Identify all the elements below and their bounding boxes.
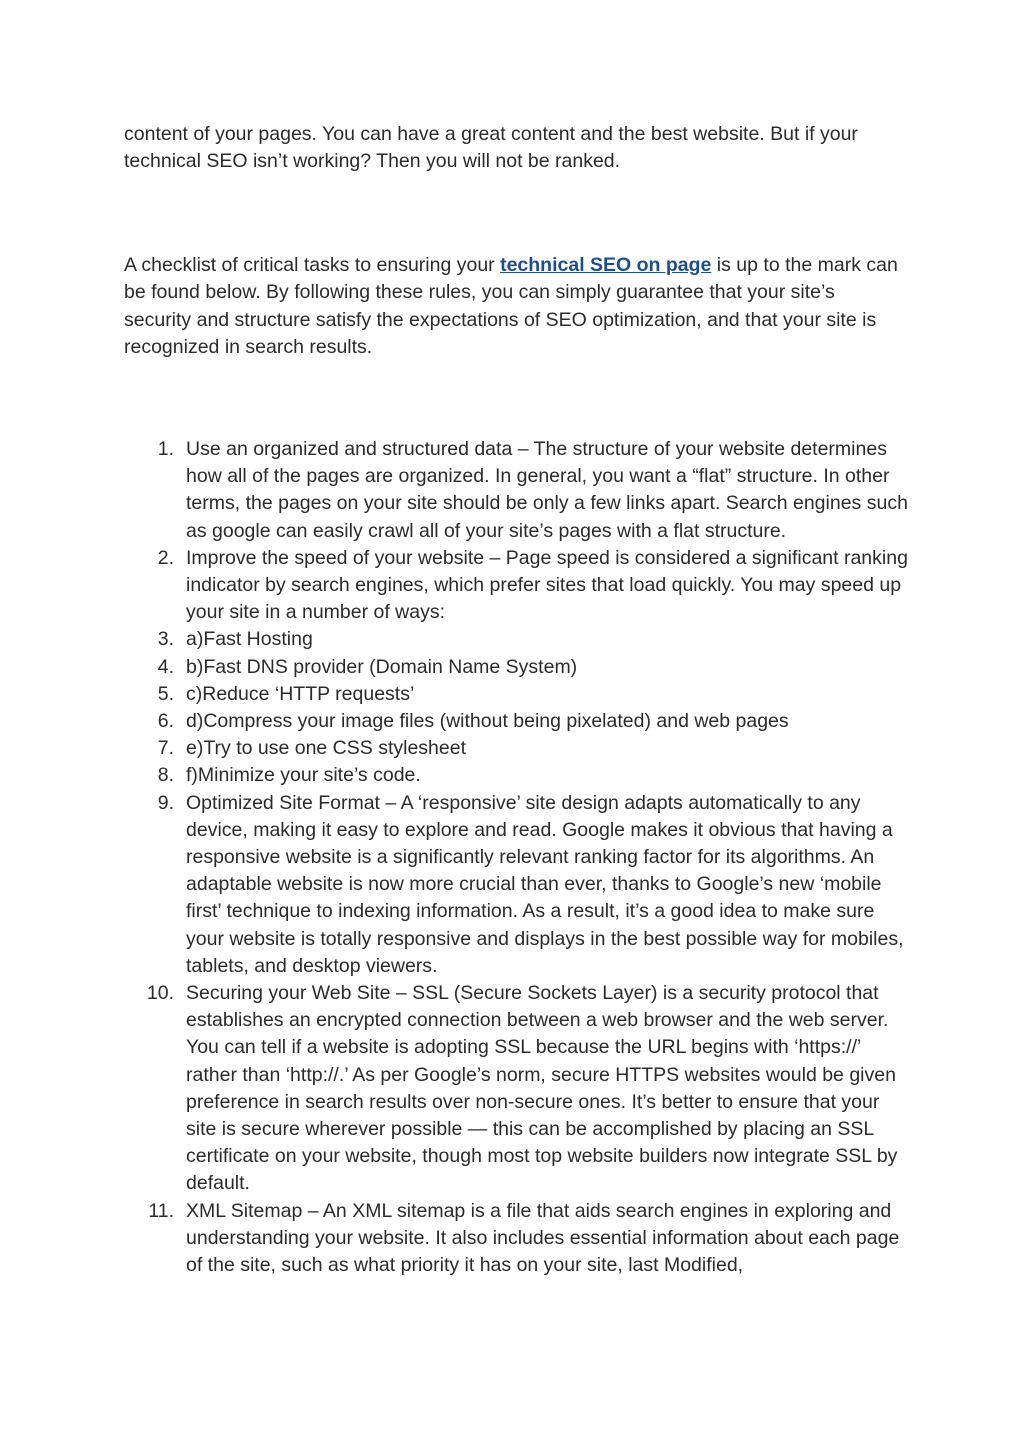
list-item-text: d)Compress your image files (without being pixelated) and web pages — [186, 710, 789, 733]
list-item-number: 9. — [157, 791, 174, 814]
list-item — [124, 681, 914, 708]
list-item-text: e)Try to use one CSS stylesheet — [186, 737, 466, 760]
list-item-number: 7. — [157, 737, 174, 760]
list-item — [124, 436, 914, 545]
list-item — [124, 980, 914, 1198]
list-item-number: 4. — [157, 655, 174, 678]
list-item-text: c)Reduce ‘HTTP requests’ — [186, 682, 415, 705]
list-item — [124, 708, 914, 735]
list-item-text: Securing your Web Site – SSL (Secure Sockets Layer) is a security protocol that establishes an encrypted connection between a web browser and the web server. You can tell if a website is adopting SSL because the URL begins with ‘https://’ rather than ‘http://.’ As per Google’s norm, secure HTTPS websites would be given preference in search results over non-secure ones. It’s better to ensure that your site is secure wherever possible — this can be accomplished by placing an SSL certificate on your website, though most top website builders now integrate SSL by default. — [186, 982, 898, 1195]
list-item-number: 8. — [157, 764, 174, 787]
list-item-number: 2. — [157, 546, 174, 569]
list-item — [124, 654, 914, 681]
list-item-text: Improve the speed of your website – Page speed is considered a significant ranking indicator by search engines, which prefer sites that load quickly. You may speed up your site in a number of ways: — [186, 546, 908, 624]
list-item-text: Use an organized and structured data – The structure of your website determines how all of the pages are organized. In general, you want a “flat” structure. In other terms, the pages on your site should be only a few links apart. Search engines such as google can easily crawl all of your site’s pages with a flat structure. — [186, 438, 908, 542]
list-item-text: b)Fast DNS provider (Domain Name System) — [186, 655, 578, 678]
list-item-text: XML Sitemap – An XML sitemap is a file that aids search engines in exploring and understanding your website. It also includes essential information about each page of the site, such as what priority it has on your site, last Modified, — [186, 1199, 900, 1277]
list-item — [124, 1198, 914, 1280]
list-item-number: 3. — [157, 628, 174, 651]
technical-seo-link[interactable]: technical SEO on page — [500, 254, 712, 276]
list-item-number: 1. — [157, 438, 174, 460]
list-item — [124, 626, 914, 653]
list-item-number: 10. — [146, 982, 174, 1005]
intro-paragraph: content of your pages. You can have a great content and the best website. But if your technical SEO isn’t working? Then you will not be ranked. — [124, 123, 858, 173]
checklist-intro-text-before: A checklist of critical tasks to ensuring your — [124, 254, 501, 276]
list-item-text: f)Minimize your site’s code. — [186, 764, 421, 787]
seo-checklist — [124, 436, 914, 1279]
list-item — [124, 735, 914, 762]
list-item-number: 6. — [157, 710, 174, 733]
checklist-intro-text-after: is up to the mark can be found below. By following these rules, you can simply guarantee that your site’s security and structure satisfy the expectations of SEO optimization, and that your site is recognized in search results. — [124, 254, 898, 358]
list-item — [124, 545, 914, 627]
checklist-intro-paragraph — [124, 252, 904, 361]
list-item — [124, 790, 914, 980]
list-item-number: 5. — [157, 682, 174, 705]
list-item-number: 11. — [148, 1199, 174, 1222]
list-item-text: Optimized Site Format – A ‘responsive’ site design adapts automatically to any device, making it easy to explore and read. Google makes it obvious that having a responsive website is a significantly relevant ranking factor for its algorithms. An adaptable website is now more crucial than ever, thanks to Google’s new ‘mobile first’ technique to indexing information. As a result, it’s a good idea to make sure your website is totally responsive and displays in the best possible way for mobiles, tablets, and desktop viewers. — [186, 791, 904, 977]
list-item-text: a)Fast Hosting — [186, 628, 313, 651]
list-item — [124, 762, 914, 789]
